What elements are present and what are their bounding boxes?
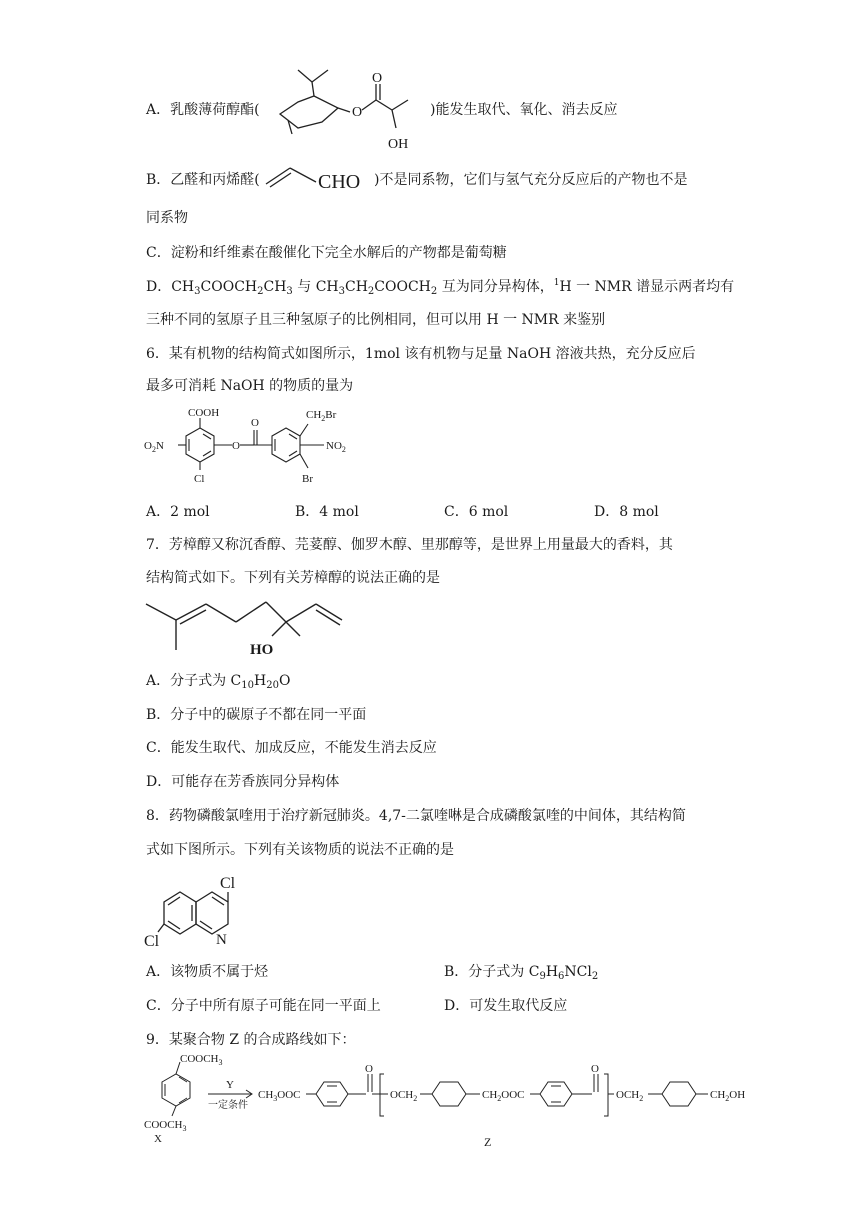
carbonyl-o-label: O: [251, 417, 259, 429]
och2-2-label: $OCH_2$: [616, 1089, 644, 1103]
q8-option-a: A．该物质不属于烃: [146, 964, 269, 980]
q5-option-a-prefix: A．乳酸薄荷醇酯(: [146, 102, 260, 118]
q8-stem-line2: 式如下图所示。下列有关该物质的说法不正确的是: [146, 842, 454, 858]
q6-option-a: A．2 mol: [146, 504, 210, 520]
q5-option-b-continuation: 同系物: [146, 210, 188, 226]
q9-stem: 9．某聚合物 Z 的合成路线如下：: [146, 1032, 356, 1048]
q6-stem-line1: 6．某有机物的结构简式如图所示，1mol 该有机物与足量 NaOH 溶液共热，充分反应后: [146, 346, 696, 362]
acrolein-cho-label: CHO: [318, 171, 361, 193]
q5-option-b-suffix: )不是同系物，它们与氢气充分反应后的产物也不是: [374, 172, 688, 188]
q5-option-d-line1: D．$CH_3COOCH_2CH_3$ 与 $CH_3CH_2COOCH_2$ 互为同分异构体，$^1$H 一 NMR 谱显示两者均有: [146, 278, 735, 297]
q6-option-d: D．8 mol: [594, 504, 659, 520]
dichloroquinoline-structure: [144, 872, 254, 950]
q7-option-b: B．分子中的碳原子不都在同一平面: [146, 707, 367, 723]
br-label: Br: [302, 473, 313, 485]
compound-x-label: X: [154, 1133, 162, 1145]
menthyl-lactate-structure: [266, 62, 436, 158]
ch2br-label: $CH_2Br$: [306, 409, 337, 423]
q8-option-c: C．分子中所有原子可能在同一平面上: [146, 998, 381, 1014]
q8-stem-line1: 8．药物磷酸氯喹用于治疗新冠肺炎。4,7-二氯喹啉是合成磷酸氯喹的中间体，其结构简: [146, 808, 686, 824]
carbonyl-oxygen-label: O: [372, 71, 383, 86]
polymer-synthesis-route: [140, 1052, 760, 1150]
hydroxyl-label: OH: [388, 137, 409, 152]
q5-option-c: C．淀粉和纤维素在酸催化下完全水解后的产物都是葡萄糖: [146, 245, 507, 261]
q6-option-c: C．6 mol: [444, 504, 509, 520]
cl-left-label: Cl: [144, 933, 160, 950]
ch3ooc-label: $CH_3OOC$: [258, 1089, 301, 1103]
q5-option-d-line2: 三种不同的氢原子且三种氢原子的比例相同，但可以用 H 一 NMR 来鉴别: [146, 312, 606, 328]
och2-1-label: $OCH_2$: [390, 1089, 418, 1103]
no2-label: $NO_2$: [326, 440, 346, 454]
hydroxyl-label: HO: [250, 642, 274, 658]
q6-stem-line2: 最多可消耗 NaOH 的物质的量为: [146, 378, 354, 394]
q8-option-d: D．可发生取代反应: [444, 998, 568, 1014]
q8-option-b: B．分子式为 $C_9H_6NCl_2$: [444, 964, 599, 982]
carbonyl-o2-label: O: [591, 1063, 599, 1075]
o2n-label: $O_2N$: [144, 440, 164, 454]
q7-option-a: A．分子式为 $C_{10}H_{20}O$: [146, 673, 291, 691]
carbonyl-o1-label: O: [365, 1063, 373, 1075]
acrolein-structure: [262, 160, 318, 192]
q5-option-a-suffix: )能发生取代、氧化、消去反应: [430, 102, 618, 118]
cl-top-label: Cl: [220, 875, 236, 892]
q5-option-b-prefix: B．乙醛和丙烯醛(: [146, 172, 260, 188]
q6-ester-structure: [144, 404, 364, 492]
cl-label: Cl: [194, 473, 205, 485]
compound-z-label: Z: [484, 1135, 492, 1149]
ch2ooc-label: $CH_2OOC$: [482, 1089, 525, 1103]
q7-option-c: C．能发生取代、加成反应，不能发生消去反应: [146, 740, 437, 756]
ch2oh-label: $CH_2OH$: [710, 1089, 746, 1103]
cooh-label: COOH: [188, 407, 220, 419]
q6-option-b: B．4 mol: [295, 504, 359, 520]
x-top-ester-label: $COOCH_3$: [180, 1053, 223, 1067]
n-label: N: [216, 932, 227, 948]
ether-o-label: O: [232, 440, 240, 452]
q7-stem-line1: 7．芳樟醇又称沉香醇、芫荽醇、伽罗木醇、里那醇等，是世界上用量最大的香料，其: [146, 537, 673, 553]
condition-label: 一定条件: [208, 1100, 248, 1111]
linalool-structure: [140, 594, 352, 660]
q7-stem-line2: 结构简式如下。下列有关芳樟醇的说法正确的是: [146, 570, 440, 586]
reagent-y-label: Y: [226, 1079, 234, 1091]
q7-option-d: D．可能存在芳香族同分异构体: [146, 774, 340, 790]
ester-oxygen-label: O: [352, 105, 363, 120]
x-bottom-ester-label: $COOCH_3$: [144, 1119, 187, 1133]
